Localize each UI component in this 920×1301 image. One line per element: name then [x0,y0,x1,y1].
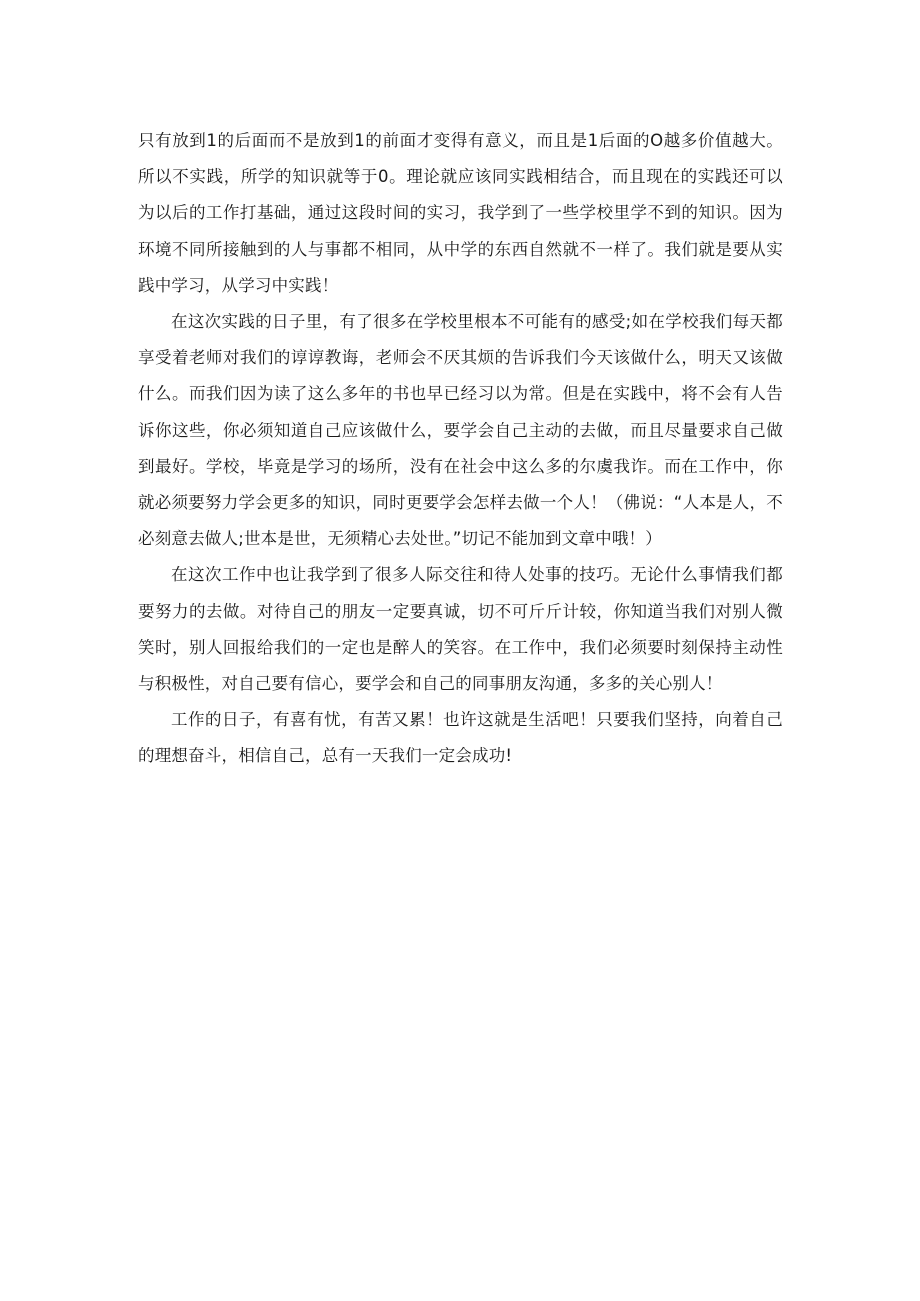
paragraph-4: 工作的日子，有喜有忧，有苦又累！也许这就是生活吧！只要我们坚持，向着自己的理想奋斗，相信自己，总有一天我们一定会成功! [138,710,783,766]
document-body [138,123,783,775]
paragraph-1: 只有放到1的后面而不是放到1的前面才变得有意义，而且是1后面的O越多价值越大。所以不实践，所学的知识就等于0。理论就应该同实践相结合，而且现在的实践还可以为以后的工作打基础，通过这段时间的实习，我学到了一些学校里学不到的知识。因为环境不同所接触到的人与事都不相同，从中学的东西自然就不一样了。我们就是要从实践中学习，从学习中实践！ [138,131,783,295]
paragraph-2: 在这次实践的日子里，有了很多在学校里根本不可能有的感受;如在学校我们每天都享受着老师对我们的谆谆教诲，老师会不厌其烦的告诉我们今天该做什么，明天又该做什么。而我们因为读了这么多年的书也早已经习以为常。但是在实践中，将不会有人告诉你这些，你必须知道自己应该做什么，要学会自己主动的去做，而且尽量要求自己做到最好。学校，毕竟是学习的场所，没有在社会中这么多的尔虞我诈。而在工作中，你就必须要努力学会更多的知识，同时更要学会怎样去做一个人！（佛说：“人本是人，不必刻意去做人;世本是世，无须精心去处世。”切记不能加到文章中哦！） [138,312,783,549]
paragraph-3: 在这次工作中也让我学到了很多人际交往和待人处事的技巧。无论什么事情我们都要努力的去做。对待自己的朋友一定要真诚，切不可斤斤计较，你知道当我们对别人微笑时，别人回报给我们的一定也是醉人的笑容。在工作中，我们必须要时刻保持主动性与积极性，对自己要有信心，要学会和自己的同事朋友沟通，多多的关心别人！ [138,565,783,694]
